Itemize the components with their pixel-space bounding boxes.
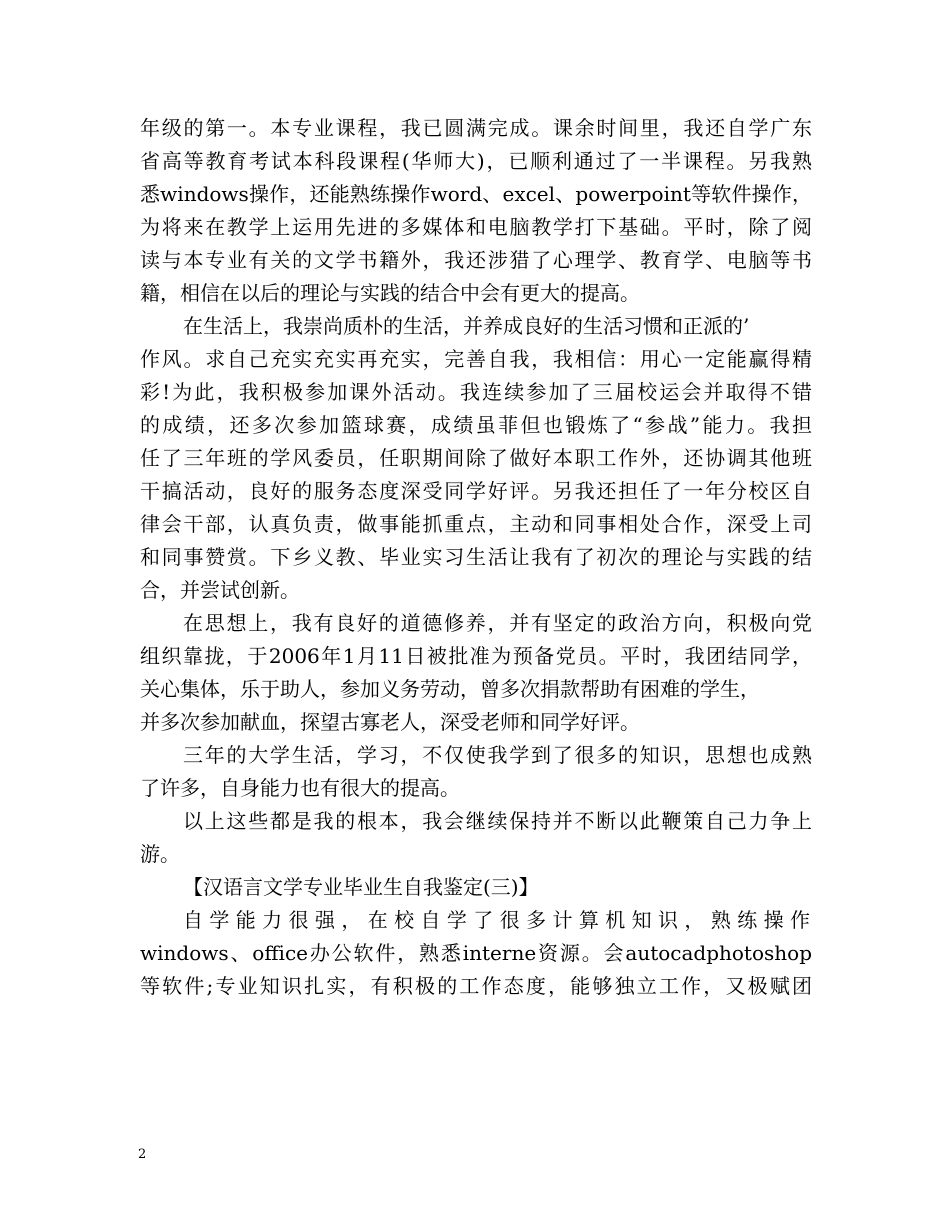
text-line: 律会干部，认真负责，做事能抓重点，主动和同事相处合作，深受上司 — [140, 512, 812, 536]
text-line: 游。 — [140, 842, 180, 866]
text-line: 读与本专业有关的文学书籍外，我还涉猎了心理学、教育学、电脑等书 — [140, 248, 812, 272]
text-line: 等软件;专业知识扎实，有积极的工作态度，能够独立工作，又极赋团 — [140, 974, 812, 998]
text-line: 年级的第一。本专业课程，我已圆满完成。课余时间里，我还自学广东 — [140, 116, 812, 140]
paragraph-start-line: 三年的大学生活，学习，不仅使我学到了很多的知识，思想也成熟 — [183, 743, 812, 767]
text-line: 关心集体，乐于助人，参加义务劳动，曾多次捐款帮助有困难的学生， — [140, 677, 760, 701]
text-line: 组织靠拢，于2006年1月11日被批准为预备党员。平时，我团结同学， — [140, 644, 812, 668]
paragraph-start-line: 以上这些都是我的根本，我会继续保持并不断以此鞭策自己力争上 — [183, 809, 812, 833]
text-line: 干搞活动，良好的服务态度深受同学好评。另我还担任了一年分校区自 — [140, 479, 812, 503]
text-line: 省高等教育考试本科段课程(华师大)，已顺利通过了一半课程。另我熟 — [140, 149, 812, 173]
text-line: 的成绩，还多次参加篮球赛，成绩虽菲但也锻炼了“参战”能力。我担 — [140, 413, 812, 437]
text-line: 和同事赞赏。下乡义教、毕业实习生活让我有了初次的理论与实践的结 — [140, 545, 812, 569]
text-line: 合，并尝试创新。 — [140, 578, 300, 602]
paragraph-start-line: 在生活上，我崇尚质朴的生活，并养成良好的生活习惯和正派的’ — [183, 314, 750, 338]
text-line: 了许多，自身能力也有很大的提高。 — [140, 776, 460, 800]
text-line: 并多次参加献血，探望古寡老人，深受老师和同学好评。 — [140, 710, 640, 734]
text-line: windows、office办公软件，熟悉interne资源。会autocadphotoshop — [140, 941, 812, 965]
paragraph-start-line: 在思想上，我有良好的道德修养，并有坚定的政治方向，积极向党 — [183, 611, 812, 635]
text-line: 为将来在教学上运用先进的多媒体和电脑教学打下基础。平时，除了阅 — [140, 215, 812, 239]
text-line: 彩!为此，我积极参加课外活动。我连续参加了三届校运会并取得不错 — [140, 380, 812, 404]
text-line: 任了三年班的学风委员，任职期间除了做好本职工作外，还协调其他班 — [140, 446, 812, 470]
text-line: 作风。求自己充实充实再充实，完善自我，我相信：用心一定能赢得精 — [140, 347, 812, 371]
paragraph-start-line: 自学能力很强，在校自学了很多计算机知识，熟练操作 — [183, 908, 812, 932]
document-body — [140, 112, 812, 1003]
section-heading: 【汉语言文学专业毕业生自我鉴定(三)】 — [183, 875, 539, 899]
text-line: 籍，相信在以后的理论与实践的结合中会有更大的提高。 — [140, 281, 640, 305]
text-line: 悉windows操作，还能熟练操作word、excel、powerpoint等软件操作， — [140, 182, 812, 206]
page-number: 2 — [138, 1147, 147, 1162]
